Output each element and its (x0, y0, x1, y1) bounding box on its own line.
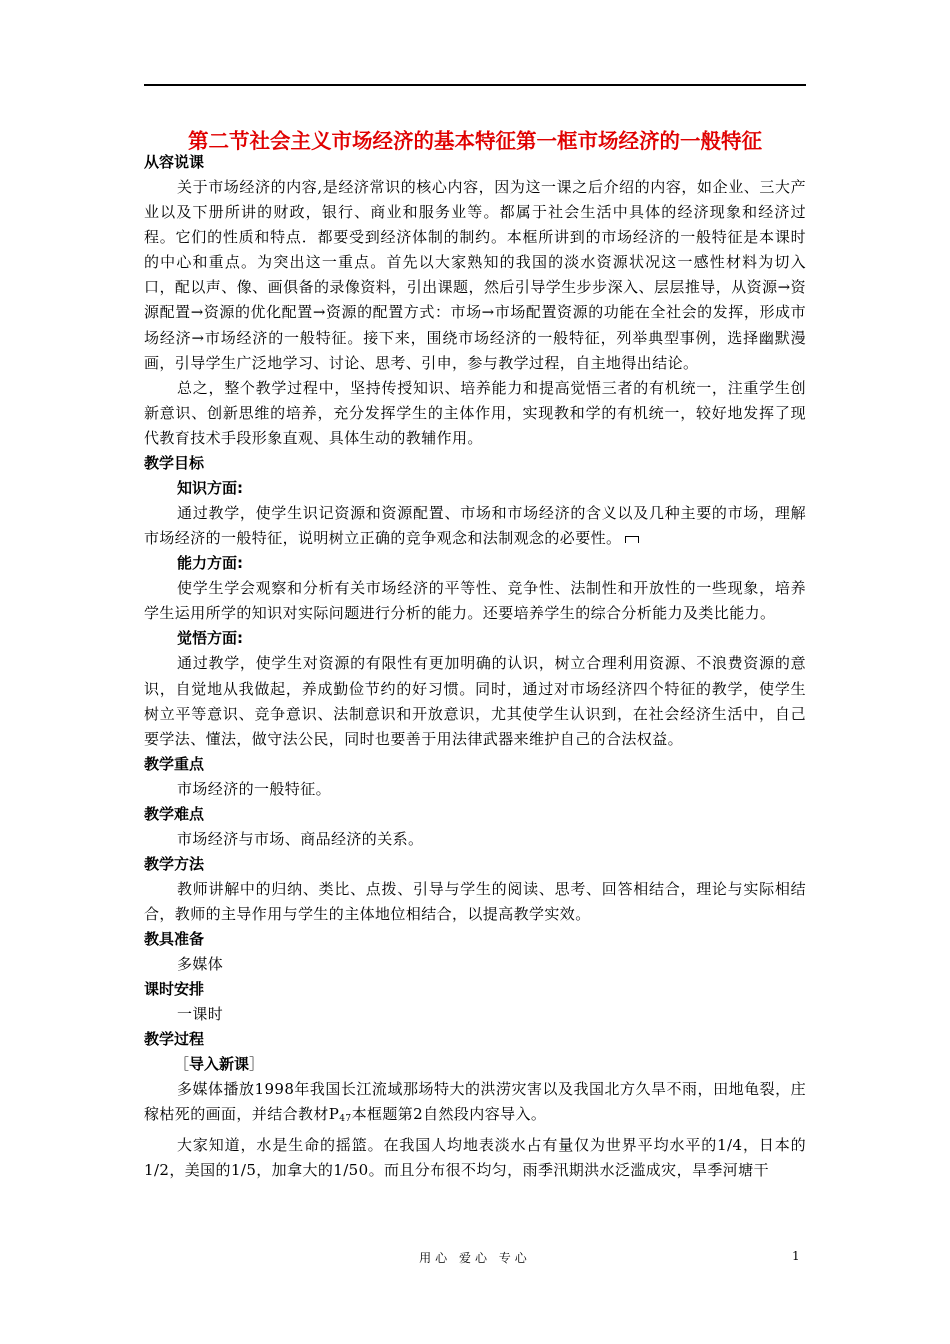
knowledge-text: 通过教学，使学生识记资源和资源配置、市场和市场经济的含义以及几种主要的市场，理解市场经济的一般特征，说明树立正确的竞争观念和法制观念的必要性。 (144, 504, 806, 548)
bracket-label: 导入新课 (189, 1055, 250, 1074)
section-heading-process: 教学过程 (144, 1030, 205, 1049)
paragraph (144, 501, 806, 551)
page-number: 1 (792, 1249, 800, 1263)
subheading-awareness: 觉悟方面: (177, 629, 243, 648)
paragraph: 市场经济与市场、商品经济的关系。 (177, 829, 424, 848)
section-heading-schedule: 课时安排 (144, 980, 205, 999)
header-rule (144, 84, 806, 86)
paragraph: 通过教学，使学生对资源的有限性有更加明确的认识，树立合理利用资源、不浪费资源的意识，自觉地从我做起，养成勤俭节约的好习惯。同时，通过对市场经济四个特征的教学，使学生树立平等意识、竞争意识、法制意识和开放意识，尤其使学生认识到，在社会经济生活中，自己要学法、懂法，做守法公民，同时也要善于用法律武器来维护自己的合法权益。 (144, 654, 806, 748)
paragraph: 总之，整个教学过程中，坚持传授知识、培养能力和提高觉悟三者的有机统一，注重学生创新意识、创新思维的培养，充分发挥学生的主体作用，实现教和学的有机统一，较好地发挥了现代教育技术手段形象直观、具体生动的教辅作用。 (144, 378, 806, 447)
subheading-ability: 能力方面: (177, 554, 243, 573)
section-heading-tools: 教具准备 (144, 930, 205, 949)
section-heading-methods: 教学方法 (144, 854, 205, 873)
paragraph: 关于市场经济的内容,是经济常识的核心内容，因为这一课之后介绍的内容，如企业、三大产业以及下册所讲的财政，银行、商业和服务业等。都属于社会生活中具体的经济现象和经济过程。它们的性质和特点．都要受到经济体制的制约。本框所讲到的市场经济的一般特征是本课时的中心和重点。为突出这一重点。首先以大家熟知的我国的淡水资源状况这一感性材料为切入口，配以声、像、画俱备的录像资料，引出课题，然后引导学生步步深入、层层推导，从资源→资源配置→资源的优化配置→资源的配置方式：市场→市场配置资源的功能在全社会的发挥，形成市场经济→市场经济的一般特征。接下来，围绕市场经济的一般特征，列举典型事例，选择幽默漫画，引导学生广泛地学习、讨论、思考、引申，参与教学过程，自主地得出结论。 (144, 178, 806, 372)
section-heading-key-points: 教学重点 (144, 754, 205, 773)
paragraph: 使学生学会观察和分析有关市场经济的平等性、竞争性、法制性和开放性的一些现象，培养学生运用所学的知识对实际问题进行分析的能力。还要培养学生的综合分析能力及类比能力。 (144, 579, 806, 623)
page-footer: 用心 爱心 专心 (419, 1251, 531, 1265)
paragraph: 市场经济的一般特征。 (177, 779, 332, 798)
stray-mark-icon (625, 536, 639, 543)
section-heading-congrong: 从容说课 (144, 153, 205, 171)
paragraph: 多媒体 (177, 955, 224, 974)
paragraph: 一课时 (177, 1005, 224, 1024)
subheading-knowledge: 知识方面: (177, 479, 243, 498)
paragraph: 多媒体播放1998年我国长江流域那场特大的洪涝灾害以及我国北方久旱不雨，田地龟裂，庄稼枯死的画面，并结合教材$P_{47}$本框题第2自然段内容导入。 (144, 1080, 806, 1125)
document-title: 第二节社会主义市场经济的基本特征第一框市场经济的一般特征 (188, 129, 762, 153)
paragraph: 教师讲解中的归纳、类比、点拨、引导与学生的阅读、思考、回答相结合，理论与实际相结合，教师的主导作用与学生的主体地位相结合，以提高教学实效。 (144, 879, 806, 924)
page-ref-subscript: 47 (339, 1114, 352, 1125)
section-heading-goals: 教学目标 (144, 454, 205, 473)
section-heading-difficulties: 教学难点 (144, 804, 205, 823)
document-body (144, 150, 806, 1183)
paragraph: 大家知道，水是生命的摇篮。在我国人均地表淡水占有量仅为世界平均水平的1/4，日本的1/2，美国的1/5，加拿大的1/50。而且分布很不均匀，雨季汛期洪水泛滥成灾，旱季河塘干 (144, 1135, 806, 1179)
bracket-heading: ［导入新课］ (174, 1055, 265, 1074)
